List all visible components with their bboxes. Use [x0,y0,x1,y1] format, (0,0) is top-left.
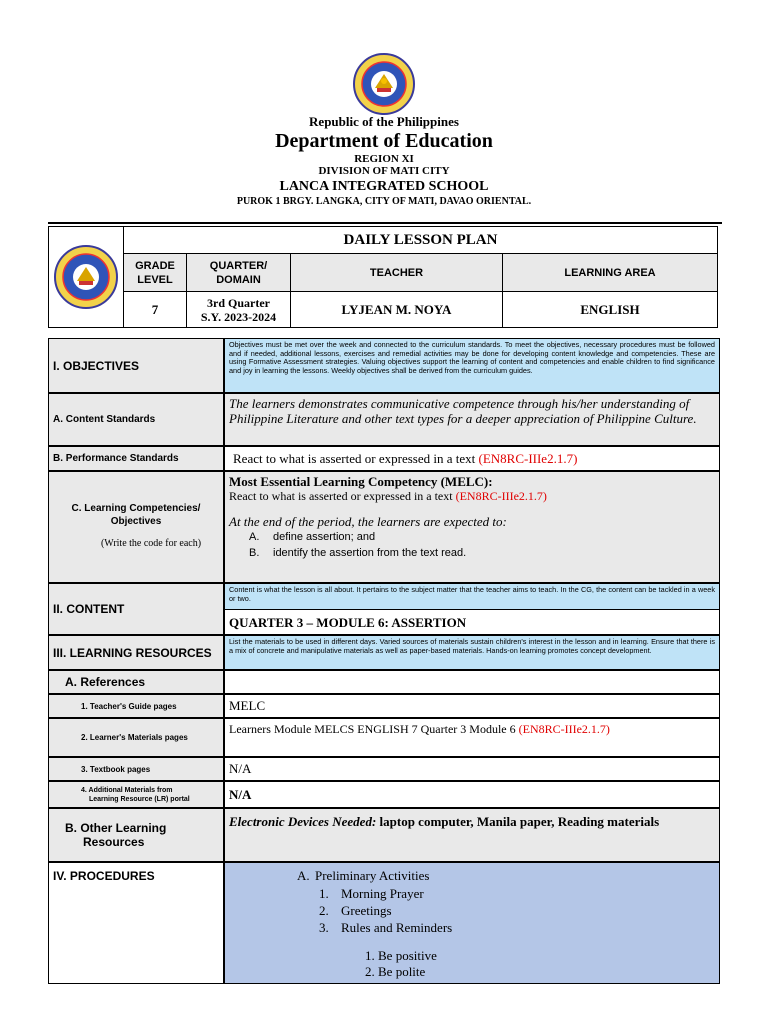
content-standards-label: A. Content Standards [48,393,224,446]
rule-item: 1. Be positive [365,948,437,963]
other-resources-lead: Electronic Devices Needed: [229,814,377,829]
teacher-value: LYJEAN M. NOYA [290,291,503,328]
col-header-grade: GRADE LEVEL [123,253,187,292]
quarter-line: 3rd Quarter [207,295,270,310]
competencies-label-cell [48,471,224,583]
competencies-list [229,529,715,561]
objectives-label: I. OBJECTIVES [48,338,224,393]
learners-materials-text: Learners Module MELCS ENGLISH 7 Quarter 3 Module 6 [229,722,516,736]
quarter-value [186,291,291,328]
procedure-item: 3. Rules and Reminders [319,920,453,935]
region-line: REGION XI [354,153,414,165]
grade-value: 7 [123,291,187,328]
dlp-logo-cell [48,226,124,328]
performance-standards-text: React to what is asserted or expressed in a text [233,451,476,466]
additional-materials-label [48,781,224,808]
competency-item: A. define assertion; and [249,531,376,543]
procedures-heading: A. Preliminary Activities [297,868,430,883]
references-label: A. References [48,670,224,694]
school-year-line: S.Y. 2023-2024 [200,309,277,324]
competency-item: B. identify the assertion from the text read. [249,547,467,559]
competencies-intro: At the end of the period, the learners are expected to: [229,514,507,529]
objectives-note: Objectives must be met over the week and connected to the curriculum standards. To meet the objectives, necessary procedures must be followed and if needed, additional lessons, exercises and remedial activities may be done for developing content knowledge and competencies. These are using Formative Assessment strategies. Valuing objectives support the learning of content and competencies and enable children to find significance and joy in learning the lessons. Weekly objectives shall be derived from the curriculum guides. [224,338,720,393]
other-resources-value [224,808,720,862]
procedures-value [224,862,720,984]
col-header-area: LEARNING AREA [502,253,718,292]
area-value: ENGLISH [502,291,718,328]
deped-seal-small-logo [53,244,119,310]
references-value [224,670,720,694]
learners-materials-code: (EN8RC-IIIe2.1.7) [518,722,610,736]
competencies-sublabel: (Write the code for each) [100,538,202,549]
department-title: Department of Education [275,130,493,152]
school-address: PUROK 1 BRGY. LANGKA, CITY OF MATI, DAVAO ORIENTAL. [236,196,532,207]
col-header-quarter: QUARTER/ DOMAIN [186,253,291,292]
content-label: II. CONTENT [48,583,224,635]
deped-seal-logo [344,52,424,116]
performance-standards-code: (EN8RC-IIIe2.1.7) [478,451,578,466]
resources-label: III. LEARNING RESOURCES [48,635,224,670]
procedures-list [319,885,452,936]
teachers-guide-label: 1. Teacher's Guide pages [48,694,224,718]
division-line: DIVISION OF MATI CITY [318,165,450,177]
content-standards-text: The learners demonstrates communicative competence through his/her understanding of Philippine Literature and other text types for a deeper appreciation of Philippine Culture. [224,393,720,446]
rules-list [365,948,437,980]
other-resources-text: laptop computer, Manila paper, Reading materials [376,814,660,829]
learners-materials-label: 2. Learner's Materials pages [48,718,224,757]
procedures-label: IV. PROCEDURES [48,862,224,984]
dlp-title: DAILY LESSON PLAN [123,226,718,254]
col-header-teacher: TEACHER [290,253,503,292]
content-note: Content is what the lesson is all about. It pertains to the subject matter that the teacher aims to teach. In the CG, the content can be tackled in a week or two. [224,583,720,610]
competencies-value [224,471,720,583]
content-text: QUARTER 3 – MODULE 6: ASSERTION [224,609,720,635]
procedure-item: 1. Morning Prayer [319,886,424,901]
textbook-value: N/A [224,757,720,781]
melc-line [229,489,715,503]
additional-materials-value: N/A [224,781,720,808]
header-divider [48,222,722,224]
additional-label-line: 4. Additional Materials from [81,786,173,794]
teachers-guide-value: MELC [224,694,720,718]
performance-standards-value [224,446,720,471]
melc-title: Most Essential Learning Competency (MELC): [229,474,493,489]
competencies-label: C. Learning Competencies/ Objectives [71,503,201,527]
republic-line: Republic of the Philippines [309,114,459,129]
learners-materials-value [224,718,720,757]
procedure-item: 2. Greetings [319,903,392,918]
resources-note: List the materials to be used in different days. Varied sources of materials sustain children's interest in the lesson and in learning. Ensure that there is a mix of concrete and manipulative materials as well as paper-based materials. Hands-on learning promotes concept development. [224,635,720,670]
other-resources-label-line: Resources [83,835,145,849]
other-resources-label-line: B. Other Learning [65,821,167,835]
school-name: LANCA INTEGRATED SCHOOL [279,179,489,194]
additional-label-line: Learning Resource (LR) portal [89,795,190,803]
performance-standards-label: B. Performance Standards [48,446,224,471]
other-resources-label [48,808,224,862]
textbook-label: 3. Textbook pages [48,757,224,781]
melc-text: React to what is asserted or expressed in a text [229,489,453,503]
melc-code: (EN8RC-IIIe2.1.7) [455,489,547,503]
rule-item: 2. Be polite [365,964,426,979]
